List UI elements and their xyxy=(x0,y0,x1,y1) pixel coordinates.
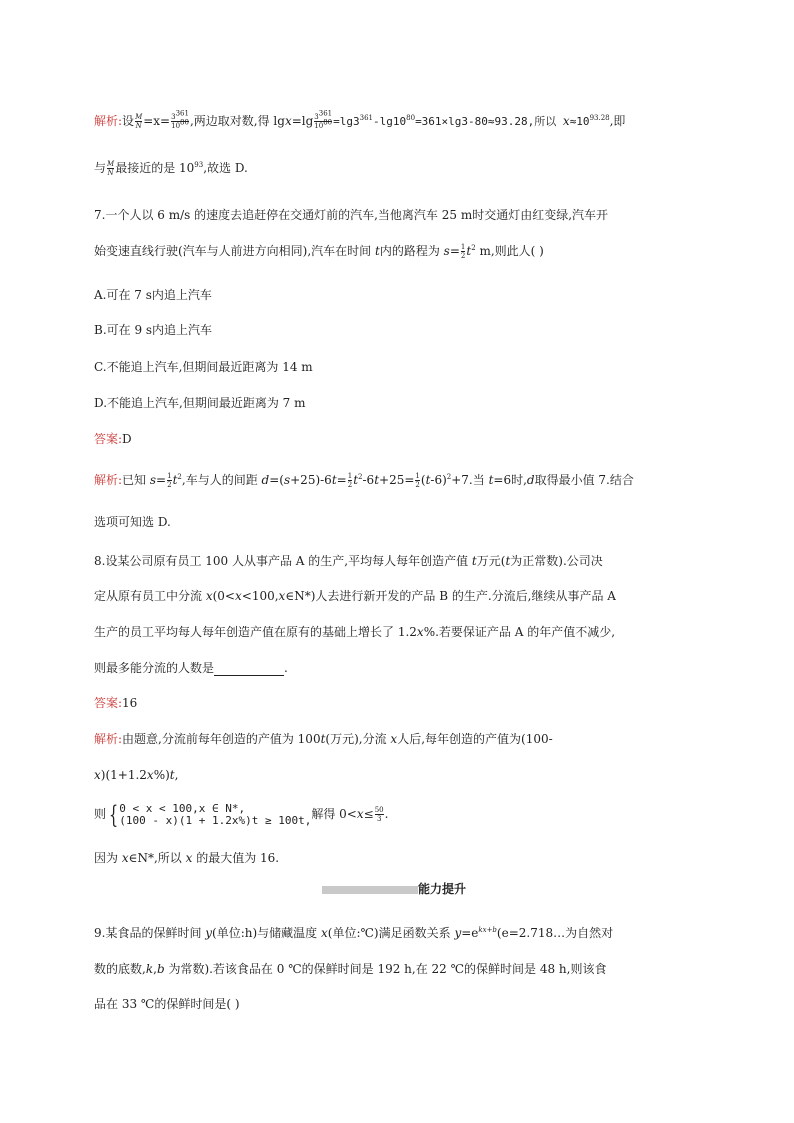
q9-stem-line-3: 品在 33 ℃的保鲜时间是( ) xyxy=(94,997,240,1011)
fraction: $\frac{3^{361}}{10^{80}}$ xyxy=(314,109,333,130)
q7-option-a: A.可在 7 s内追上汽车 xyxy=(94,288,212,302)
q8-stem-line-1: 8.设某公司原有员工 100 人从事产品 A 的生产,平均每人每年创造产值 t万元(t为正常数).公司决 xyxy=(94,554,603,568)
q7-stem-line-1: 7.一个人以 6 m/s 的速度去追赶停在交通灯前的汽车,当他离汽车 25 m时交通灯由红变绿,汽车开 xyxy=(94,208,609,222)
q7-analysis-line-2: 选项可知选 D. xyxy=(94,515,171,529)
answer-blank[interactable] xyxy=(214,663,284,676)
left-brace: { xyxy=(109,800,119,829)
q7-stem-line-2: 始变速直线行驶(汽车与人前进方向相同),汽车在时间 t内的路程为 s= $\frac{1}{2}$ $t^2$ m,则此人( ) xyxy=(94,243,544,260)
q9-stem-line-1: 9.某食品的保鲜时间 y(单位:h)与储藏温度 x(单位:℃)满足函数关系 $y=e^{kx+b}(e=2.718\dots$为自然对 xyxy=(94,926,614,940)
fraction: $\frac{1}{2}$ xyxy=(167,472,172,489)
answer-value: D xyxy=(122,432,132,446)
q7-option-c: C.不能追上汽车,但期间最近距离为 14 m xyxy=(94,360,313,374)
q8-analysis-line-3: 则 { 0 < x < 100,x ∈ N*, (100 - x)(1 + 1.2x%)t ≥ 100t, 解得 0<x≤ $\frac{50}{3}$ . xyxy=(94,800,389,829)
q9-stem-line-2: 数的底数,k,b 为常数).若该食品在 0 ℃的保鲜时间是 192 h,在 22 ℃的保鲜时间是 48 h,则该食 xyxy=(94,962,607,976)
q7-option-b: B.可在 9 s内追上汽车 xyxy=(94,323,213,337)
q8-stem-line-2: 定从原有员工中分流 x(0<x<100,x∈N*)人去进行新开发的产品 B 的生产.分流后,继续从事产品 A xyxy=(94,589,616,603)
q7-answer xyxy=(94,431,132,447)
analysis-label: 解析: xyxy=(94,114,123,128)
q6-analysis-line-1: 解析:设 $\frac{M}{N}$ =x= $\frac{3^{361}}{10^{80}}$ ,两边取对数,得 lgx=lg $\frac{3^{361}}{10^{80}}$ $=\lg 3^{361}-\lg 10^{80}=361\times\lg 3-80\approx 93.28$,所以 $x\approx 10^{93.28}$,即 xyxy=(94,109,626,130)
inequality-system: 0 < x < 100,x ∈ N*, (100 - x)(1 + 1.2x%)t ≥ 100t, xyxy=(119,801,312,827)
q8-analysis-line-4: 因为 x∈N*,所以 x 的最大值为 16. xyxy=(94,851,280,865)
q8-stem-line-4: 则最多能分流的人数是 . xyxy=(94,661,288,675)
fraction: $\frac{1}{2}$ xyxy=(460,243,466,260)
answer-value: 16 xyxy=(122,696,138,710)
answer-label: 答案: xyxy=(94,696,123,710)
section-divider-bar xyxy=(322,886,418,894)
fraction: $\frac{M}{N}$ xyxy=(135,113,143,130)
analysis-label: 解析: xyxy=(94,732,123,746)
fraction: $\frac{M}{N}$ xyxy=(107,160,115,177)
fraction: $\frac{3^{361}}{10^{80}}$ xyxy=(171,109,189,130)
q8-analysis-line-2: x)(1+1.2x%)t, xyxy=(94,768,179,782)
q8-stem-line-3: 生产的员工平均每人每年创造产值在原有的基础上增长了 1.2x%.若要保证产品 A 的年产值不减少, xyxy=(94,625,616,639)
fraction: $\frac{1}{2}$ xyxy=(415,472,420,489)
fraction: $\frac{1}{2}$ xyxy=(347,472,353,489)
q8-answer xyxy=(94,695,137,711)
answer-label: 答案: xyxy=(94,432,123,446)
q6-analysis-line-2: 与 $\frac{M}{N}$ 最接近的是 $10^{93}$,故选 D. xyxy=(94,160,248,177)
q8-analysis-line-1: 解析:由题意,分流前每年创造的产值为 100t(万元),分流 x人后,每年创造的产值为(100- xyxy=(94,732,553,746)
q7-option-d: D.不能追上汽车,但期间最近距离为 7 m xyxy=(94,396,306,410)
section-title: 能力提升 xyxy=(418,882,467,896)
q7-analysis-line-1: 解析:已知 s= $\frac{1}{2}$ $t^2$,车与人的间距 d=(s+25)-6t= $\frac{1}{2}$ $t^2-6t+25=$ $\frac{1}{2}$ $(t-6)^2+7$.当 t=6时,d取得最小值 7.结合 xyxy=(94,472,634,489)
fraction: $\frac{50}{3}$ xyxy=(374,806,384,823)
analysis-label: 解析: xyxy=(94,473,123,487)
